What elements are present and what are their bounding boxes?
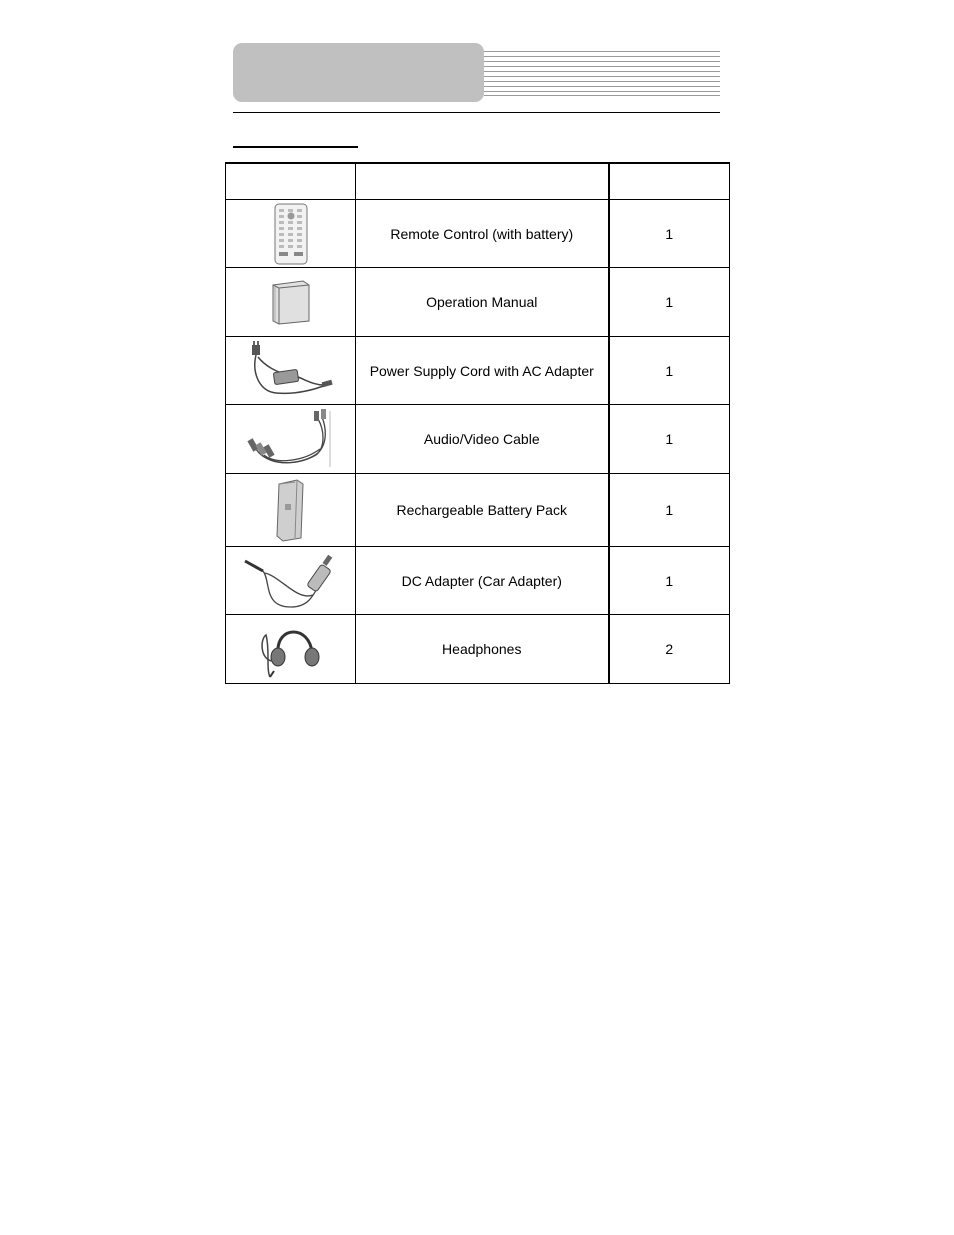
headphones-icon (256, 619, 326, 679)
item-description: Headphones (356, 615, 609, 684)
table-row (226, 268, 730, 337)
table-row (226, 615, 730, 684)
item-quantity: 1 (609, 405, 730, 474)
header-stripes (484, 50, 720, 96)
manual-book-icon (269, 279, 313, 325)
section-title-underline (233, 146, 358, 148)
item-image (226, 615, 356, 684)
item-description: Operation Manual (356, 268, 609, 337)
item-quantity: 1 (609, 474, 730, 547)
item-image (226, 474, 356, 547)
table-row (226, 337, 730, 405)
item-quantity: 1 (609, 547, 730, 615)
table-row (226, 547, 730, 615)
av-cable-icon (246, 409, 336, 469)
header-description (356, 163, 609, 200)
item-image (226, 337, 356, 405)
item-image (226, 200, 356, 268)
header-quantity (609, 163, 730, 200)
item-description: DC Adapter (Car Adapter) (356, 547, 609, 615)
item-quantity: 1 (609, 337, 730, 405)
accessories-table (225, 162, 730, 684)
power-cord-icon (246, 341, 336, 401)
item-description: Power Supply Cord with AC Adapter (356, 337, 609, 405)
item-description: Rechargeable Battery Pack (356, 474, 609, 547)
table-row (226, 405, 730, 474)
item-quantity: 1 (609, 268, 730, 337)
item-image (226, 268, 356, 337)
item-image (226, 405, 356, 474)
table-row (226, 200, 730, 268)
item-quantity: 2 (609, 615, 730, 684)
item-image (226, 547, 356, 615)
table-header-row (226, 163, 730, 200)
header-rule (233, 112, 720, 113)
item-description: Audio/Video Cable (356, 405, 609, 474)
battery-pack-icon (271, 478, 311, 542)
item-quantity: 1 (609, 200, 730, 268)
header-tab (233, 43, 484, 102)
header-image (226, 163, 356, 200)
item-description: Remote Control (with battery) (356, 200, 609, 268)
car-adapter-icon (241, 551, 341, 611)
remote-control-icon (271, 203, 311, 265)
table-row (226, 474, 730, 547)
